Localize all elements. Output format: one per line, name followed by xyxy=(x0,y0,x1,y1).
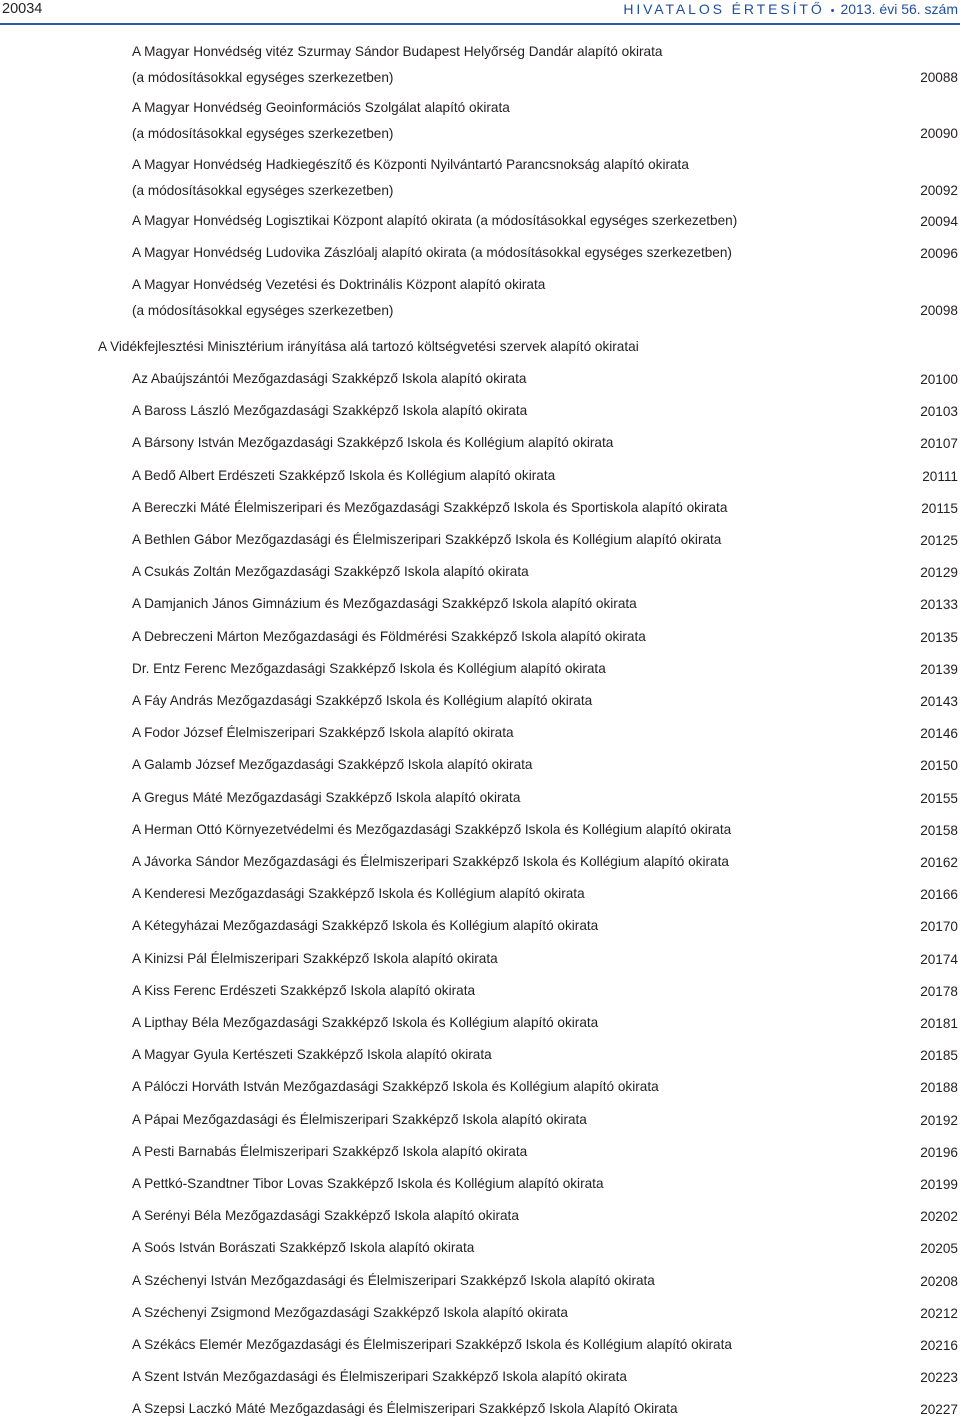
toc-entry xyxy=(132,785,958,811)
toc-entry xyxy=(132,913,958,939)
toc-entry xyxy=(132,1139,958,1165)
toc-entry xyxy=(132,1300,958,1326)
entry-title: A Kenderesi Mezőgazdasági Szakképző Iskola és Kollégium alapító okirata xyxy=(132,886,585,901)
toc-entry xyxy=(132,946,958,972)
toc-entry xyxy=(132,240,958,266)
entry-page-number: 20170 xyxy=(920,918,958,934)
entry-page-number: 20216 xyxy=(920,1337,958,1353)
toc-entry xyxy=(132,39,958,90)
entry-title: A Pettkó-Szandtner Tibor Lovas Szakképző Iskola és Kollégium alapító okirata xyxy=(132,1176,604,1191)
entry-page-number: 20143 xyxy=(920,693,958,709)
entry-page-number: 20199 xyxy=(920,1176,958,1192)
toc-entry xyxy=(132,881,958,907)
entry-title: A Kiss Ferenc Erdészeti Szakképző Iskola alapító okirata xyxy=(132,983,476,998)
page-number: 20034 xyxy=(2,1,43,17)
entry-page-number: 20196 xyxy=(920,1144,958,1160)
entry-page-number: 20178 xyxy=(920,983,958,999)
toc-entry xyxy=(132,1074,958,1100)
toc-entry xyxy=(132,817,958,843)
toc-entry xyxy=(132,1235,958,1261)
entry-page-number: 20205 xyxy=(920,1240,958,1256)
entry-page-number: 20174 xyxy=(920,951,958,967)
entry-page-number: 20139 xyxy=(920,661,958,677)
entry-subtitle: (a módosításokkal egységes szerkezetben) xyxy=(132,125,394,141)
toc-entry xyxy=(132,430,958,456)
entry-page-number: 20129 xyxy=(920,564,958,580)
entry-page-number: 20135 xyxy=(920,629,958,645)
entry-page-number: 20155 xyxy=(920,790,958,806)
entry-subtitle: (a módosításokkal egységes szerkezetben) xyxy=(132,302,394,318)
entry-page-number: 20125 xyxy=(920,532,958,548)
entry-title: A Magyar Honvédség Logisztikai Központ alapító okirata (a módosításokkal egységes szerkezetben) xyxy=(132,213,738,228)
entry-title: A Kinizsi Pál Élelmiszeripari Szakképző Iskola alapító okirata xyxy=(132,951,498,966)
toc-entry xyxy=(132,849,958,875)
entry-page-number: 20166 xyxy=(920,886,958,902)
toc-entry xyxy=(132,152,958,203)
entry-title: A Serényi Béla Mezőgazdasági Szakképző Iskola alapító okirata xyxy=(132,1208,519,1223)
entry-title: A Herman Ottó Környezetvédelmi és Mezőgazdasági Szakképző Iskola és Kollégium alapító okirata xyxy=(132,822,732,837)
toc-entry xyxy=(132,366,958,392)
entry-title: A Damjanich János Gimnázium és Mezőgazdasági Szakképző Iskola alapító okirata xyxy=(132,596,637,611)
entry-title: A Jávorka Sándor Mezőgazdasági és Élelmiszeripari Szakképző Iskola és Kollégium alapító okirata xyxy=(132,854,729,869)
toc-entry xyxy=(132,559,958,585)
entry-page-number: 20150 xyxy=(920,757,958,773)
entry-subtitle: (a módosításokkal egységes szerkezetben) xyxy=(132,182,394,198)
toc-entry xyxy=(132,1203,958,1229)
entry-page-number: 20181 xyxy=(920,1015,958,1031)
entry-title: A Kétegyházai Mezőgazdasági Szakképző Iskola és Kollégium alapító okirata xyxy=(132,918,599,933)
entry-page-number: 20092 xyxy=(920,183,958,198)
toc-entry xyxy=(132,1332,958,1358)
entry-page-number: 20111 xyxy=(922,468,958,484)
toc-entry xyxy=(132,95,958,146)
entry-title: A Fáy András Mezőgazdasági Szakképző Iskola és Kollégium alapító okirata xyxy=(132,693,593,708)
entry-page-number: 20115 xyxy=(921,500,958,516)
entry-title: A Gregus Máté Mezőgazdasági Szakképző Iskola alapító okirata xyxy=(132,790,521,805)
section-heading: A Vidékfejlesztési Minisztérium irányítása alá tartozó költségvetési szervek alapító okiratai xyxy=(98,339,639,354)
entry-title: A Magyar Honvédség Ludovika Zászlóalj alapító okirata (a módosításokkal egységes szerkezetben) xyxy=(132,245,732,260)
entry-title: A Debreczeni Márton Mezőgazdasági és Földmérési Szakképző Iskola alapító okirata xyxy=(132,629,646,644)
entry-page-number: 20212 xyxy=(920,1305,958,1321)
entry-page-number: 20133 xyxy=(920,596,958,612)
entry-title: A Magyar Honvédség Geoinformációs Szolgálat alapító okirata xyxy=(132,100,510,115)
entry-title: A Galamb József Mezőgazdasági Szakképző Iskola alapító okirata xyxy=(132,757,533,772)
entry-title: A Fodor József Élelmiszeripari Szakképző Iskola alapító okirata xyxy=(132,725,514,740)
toc-entry xyxy=(132,1107,958,1133)
entry-title: Az Abaújszántói Mezőgazdasági Szakképző Iskola alapító okirata xyxy=(132,371,527,386)
entry-page-number: 20227 xyxy=(920,1401,958,1417)
toc-entry xyxy=(132,1268,958,1294)
entry-page-number: 20107 xyxy=(920,435,958,451)
entry-page-number: 20088 xyxy=(920,70,958,85)
bullet-separator: • xyxy=(830,5,835,17)
toc-entry xyxy=(132,463,958,489)
entry-title: A Pesti Barnabás Élelmiszeripari Szakképző Iskola alapító okirata xyxy=(132,1144,528,1159)
toc-entry xyxy=(132,1042,958,1068)
entry-title: A Bethlen Gábor Mezőgazdasági és Élelmiszeripari Szakképző Iskola és Kollégium alapító okirata xyxy=(132,532,722,547)
entry-subtitle: (a módosításokkal egységes szerkezetben) xyxy=(132,69,394,85)
entry-title: A Magyar Honvédség Vezetési és Doktrinális Központ alapító okirata xyxy=(132,277,546,292)
entry-title: A Csukás Zoltán Mezőgazdasági Szakképző Iskola alapító okirata xyxy=(132,564,529,579)
entry-title: A Szent István Mezőgazdasági és Élelmiszeripari Szakképző Iskola alapító okirata xyxy=(132,1369,627,1384)
journal-issue xyxy=(623,1,958,17)
entry-page-number: 20094 xyxy=(920,213,958,229)
toc-entry xyxy=(132,398,958,424)
toc-entry xyxy=(132,527,958,553)
toc-entry xyxy=(132,1010,958,1036)
toc-entry xyxy=(132,591,958,617)
entry-title: A Szepsi Laczkó Máté Mezőgazdasági és Élelmiszeripari Szakképző Iskola Alapító Okirata xyxy=(132,1401,678,1416)
entry-page-number: 20098 xyxy=(920,303,958,318)
entry-title: A Baross László Mezőgazdasági Szakképző Iskola alapító okirata xyxy=(132,403,528,418)
entry-title: A Bársony István Mezőgazdasági Szakképző Iskola és Kollégium alapító okirata xyxy=(132,435,614,450)
toc-entry xyxy=(132,495,958,521)
journal-title: HIVATALOS ÉRTESÍTŐ xyxy=(623,1,825,17)
toc-entry xyxy=(132,752,958,778)
toc-entry xyxy=(132,1396,958,1422)
toc-entry xyxy=(132,1364,958,1390)
header-rule xyxy=(0,23,960,25)
entry-page-number: 20162 xyxy=(920,854,958,870)
entry-page-number: 20100 xyxy=(920,371,958,387)
entry-page-number: 20103 xyxy=(920,403,958,419)
toc-entry xyxy=(132,688,958,714)
entry-title: A Pálóczi Horváth István Mezőgazdasági Szakképző Iskola és Kollégium alapító okirata xyxy=(132,1079,659,1094)
entry-title: A Magyar Gyula Kertészeti Szakképző Iskola alapító okirata xyxy=(132,1047,492,1062)
entry-title: A Bedő Albert Erdészeti Szakképző Iskola és Kollégium alapító okirata xyxy=(132,468,556,483)
entry-page-number: 20090 xyxy=(920,126,958,141)
entry-page-number: 20223 xyxy=(920,1369,958,1385)
entry-title: A Magyar Honvédség Hadkiegészítő és Központi Nyilvántartó Parancsnokság alapító okirata xyxy=(132,157,689,172)
entry-page-number: 20192 xyxy=(920,1112,958,1128)
entry-title: A Széchenyi István Mezőgazdasági és Élelmiszeripari Szakképző Iskola alapító okirata xyxy=(132,1273,655,1288)
entry-title: Dr. Entz Ferenc Mezőgazdasági Szakképző Iskola és Kollégium alapító okirata xyxy=(132,661,606,676)
entry-page-number: 20208 xyxy=(920,1273,958,1289)
entry-page-number: 20146 xyxy=(920,725,958,741)
entry-page-number: 20096 xyxy=(920,245,958,261)
entry-title: A Soós István Borászati Szakképző Iskola alapító okirata xyxy=(132,1240,475,1255)
entry-page-number: 20202 xyxy=(920,1208,958,1224)
toc-entry xyxy=(132,624,958,650)
toc-entry xyxy=(132,208,958,234)
entry-page-number: 20158 xyxy=(920,822,958,838)
toc-entry xyxy=(132,656,958,682)
toc-entry xyxy=(132,720,958,746)
entry-page-number: 20188 xyxy=(920,1079,958,1095)
issue-number: 2013. évi 56. szám xyxy=(840,1,958,17)
toc-entry xyxy=(132,1171,958,1197)
toc-entry xyxy=(132,978,958,1004)
entry-page-number: 20185 xyxy=(920,1047,958,1063)
entry-title: A Magyar Honvédség vitéz Szurmay Sándor Budapest Helyőrség Dandár alapító okirata xyxy=(132,44,663,59)
entry-title: A Pápai Mezőgazdasági és Élelmiszeripari Szakképző Iskola alapító okirata xyxy=(132,1112,587,1127)
entry-title: A Lipthay Béla Mezőgazdasági Szakképző Iskola és Kollégium alapító okirata xyxy=(132,1015,599,1030)
entry-title: A Bereczki Máté Élelmiszeripari és Mezőgazdasági Szakképző Iskola és Sportiskola alapító okirata xyxy=(132,500,728,515)
toc-entry xyxy=(132,272,958,323)
entry-title: A Széchenyi Zsigmond Mezőgazdasági Szakképző Iskola alapító okirata xyxy=(132,1305,568,1320)
page-header xyxy=(0,0,960,26)
entry-title: A Székács Elemér Mezőgazdasági és Élelmiszeripari Szakképző Iskola és Kollégium alapító okirata xyxy=(132,1337,732,1352)
